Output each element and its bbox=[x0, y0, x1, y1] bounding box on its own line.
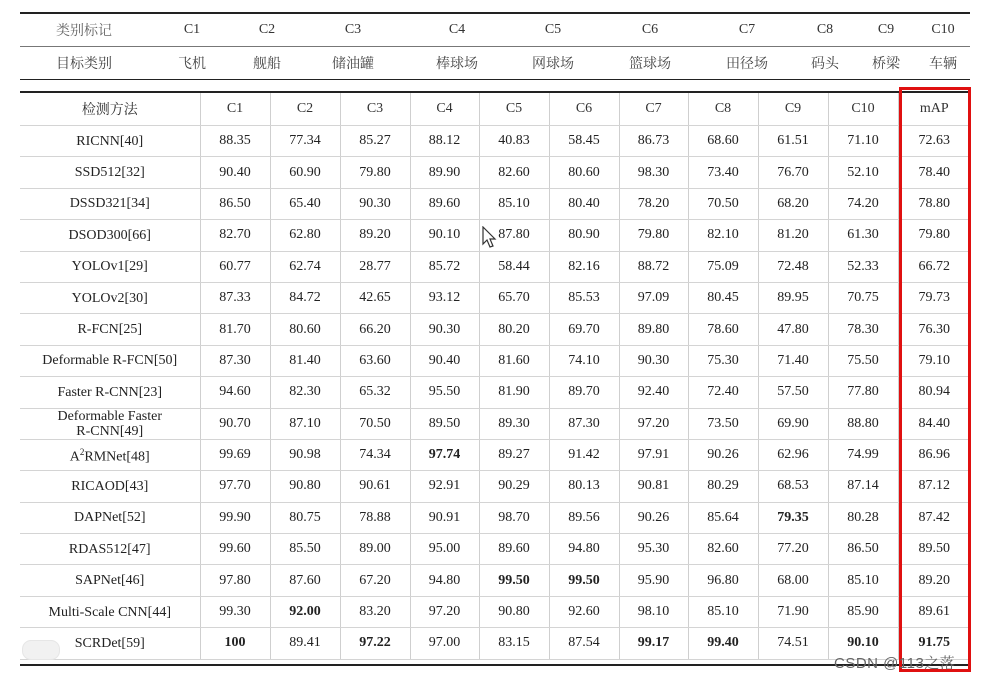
ap-value: 92.60 bbox=[549, 596, 619, 627]
category-code: C10 bbox=[931, 22, 955, 37]
header-c5: C5 bbox=[479, 93, 549, 126]
ap-value: 99.17 bbox=[619, 628, 688, 659]
ap-value: 96.80 bbox=[688, 565, 758, 596]
category-code: C4 bbox=[448, 22, 466, 37]
ap-value: 99.60 bbox=[200, 534, 270, 565]
category-name: 棒球场 bbox=[408, 47, 506, 80]
watermark: CSDN @113之落 bbox=[834, 655, 956, 672]
ap-value: 90.30 bbox=[340, 188, 410, 219]
ap-value: 61.51 bbox=[758, 126, 828, 157]
ap-value: 63.60 bbox=[340, 345, 410, 376]
ap-value: 52.33 bbox=[828, 251, 898, 282]
ap-value: 80.28 bbox=[828, 502, 898, 533]
header-method: 检测方法 bbox=[20, 93, 200, 126]
table-row bbox=[20, 565, 970, 596]
ap-value: 89.41 bbox=[270, 628, 340, 659]
method-name-line: Deformable Faster bbox=[57, 408, 163, 424]
ap-value: 81.90 bbox=[479, 377, 549, 408]
method-name: DSSD321[34] bbox=[20, 188, 200, 219]
ap-value: 97.09 bbox=[619, 282, 688, 313]
ap-value: 89.20 bbox=[340, 220, 410, 251]
ap-value: 73.50 bbox=[688, 408, 758, 439]
ap-value: 94.80 bbox=[549, 534, 619, 565]
header-c6: C6 bbox=[549, 93, 619, 126]
ap-value: 80.60 bbox=[270, 314, 340, 345]
map-value: 86.96 bbox=[898, 439, 970, 470]
method-name-line: R-CNN[49] bbox=[76, 423, 144, 439]
ap-value: 90.81 bbox=[619, 471, 688, 502]
ap-value: 81.60 bbox=[479, 345, 549, 376]
ap-value: 90.40 bbox=[200, 157, 270, 188]
category-code: C1 bbox=[183, 22, 201, 37]
ap-value: 71.90 bbox=[758, 596, 828, 627]
ap-value: 85.10 bbox=[479, 188, 549, 219]
category-code: C9 bbox=[877, 22, 895, 37]
table-row bbox=[20, 282, 970, 313]
ap-value: 92.00 bbox=[270, 596, 340, 627]
method-name: Faster R-CNN[23] bbox=[20, 377, 200, 408]
ap-value: 57.50 bbox=[758, 377, 828, 408]
table-row bbox=[20, 534, 970, 565]
ap-value: 66.20 bbox=[340, 314, 410, 345]
ap-value: 90.26 bbox=[619, 502, 688, 533]
header-c2: C2 bbox=[270, 93, 340, 126]
table-row bbox=[20, 596, 970, 627]
ap-value: 86.50 bbox=[200, 188, 270, 219]
ap-value: 87.14 bbox=[828, 471, 898, 502]
ap-value: 73.40 bbox=[688, 157, 758, 188]
method-name: RDAS512[47] bbox=[20, 534, 200, 565]
ap-value: 90.26 bbox=[688, 439, 758, 470]
ap-value: 86.50 bbox=[828, 534, 898, 565]
ap-value: 88.35 bbox=[200, 126, 270, 157]
ap-value: 95.90 bbox=[619, 565, 688, 596]
table-row bbox=[20, 157, 970, 188]
mouse-pointer-icon bbox=[482, 226, 498, 250]
ap-value: 85.50 bbox=[270, 534, 340, 565]
table-row bbox=[20, 188, 970, 219]
ap-value: 60.90 bbox=[270, 157, 340, 188]
map-value: 79.73 bbox=[898, 282, 970, 313]
map-value: 87.12 bbox=[898, 471, 970, 502]
ap-value: 89.30 bbox=[479, 408, 549, 439]
method-name bbox=[20, 439, 200, 470]
ap-value: 89.70 bbox=[549, 377, 619, 408]
ap-value: 58.44 bbox=[479, 251, 549, 282]
ap-value: 85.27 bbox=[340, 126, 410, 157]
ap-value: 80.75 bbox=[270, 502, 340, 533]
ap-value: 87.30 bbox=[549, 408, 619, 439]
ap-value: 75.09 bbox=[688, 251, 758, 282]
ap-value: 79.80 bbox=[619, 220, 688, 251]
category-code: C3 bbox=[344, 22, 362, 37]
ap-value: 98.10 bbox=[619, 596, 688, 627]
ap-value: 89.56 bbox=[549, 502, 619, 533]
ap-value: 100 bbox=[200, 628, 270, 659]
ap-value: 90.70 bbox=[200, 408, 270, 439]
header-c8: C8 bbox=[688, 93, 758, 126]
category-name: 篮球场 bbox=[600, 47, 700, 80]
ap-value: 89.95 bbox=[758, 282, 828, 313]
ap-value: 67.20 bbox=[340, 565, 410, 596]
ap-value: 89.27 bbox=[479, 439, 549, 470]
ap-value: 85.10 bbox=[688, 596, 758, 627]
ap-value: 68.53 bbox=[758, 471, 828, 502]
ap-value: 89.90 bbox=[410, 157, 479, 188]
method-name-part: RMNet[48] bbox=[84, 449, 150, 465]
method-name: DAPNet[52] bbox=[20, 502, 200, 533]
header-c3: C3 bbox=[340, 93, 410, 126]
ap-value: 98.30 bbox=[619, 157, 688, 188]
ap-value: 68.60 bbox=[688, 126, 758, 157]
ap-value: 99.69 bbox=[200, 439, 270, 470]
ap-value: 70.75 bbox=[828, 282, 898, 313]
map-value: 89.20 bbox=[898, 565, 970, 596]
ap-value: 87.54 bbox=[549, 628, 619, 659]
category-table bbox=[20, 14, 970, 79]
category-name-row bbox=[20, 47, 970, 80]
ap-value: 81.40 bbox=[270, 345, 340, 376]
ap-value: 88.80 bbox=[828, 408, 898, 439]
method-name bbox=[20, 408, 200, 439]
results-bottom-rule bbox=[20, 664, 970, 666]
ap-value: 90.10 bbox=[828, 628, 898, 659]
ap-value: 90.30 bbox=[619, 345, 688, 376]
ap-value: 72.48 bbox=[758, 251, 828, 282]
ap-value: 78.30 bbox=[828, 314, 898, 345]
map-value: 87.42 bbox=[898, 502, 970, 533]
table-row bbox=[20, 345, 970, 376]
method-name: YOLOv2[30] bbox=[20, 282, 200, 313]
ap-value: 95.30 bbox=[619, 534, 688, 565]
method-name: DSOD300[66] bbox=[20, 220, 200, 251]
method-name: RICAOD[43] bbox=[20, 471, 200, 502]
category-name: 飞机 bbox=[148, 47, 236, 80]
category-bottom-rule bbox=[20, 79, 970, 80]
ap-value: 74.99 bbox=[828, 439, 898, 470]
table-row bbox=[20, 377, 970, 408]
category-name: 车辆 bbox=[916, 47, 970, 80]
category-name: 码头 bbox=[794, 47, 856, 80]
ap-value: 89.80 bbox=[619, 314, 688, 345]
ap-value: 47.80 bbox=[758, 314, 828, 345]
category-name: 田径场 bbox=[700, 47, 794, 80]
toggle-switch[interactable] bbox=[22, 640, 60, 660]
map-value: 84.40 bbox=[898, 408, 970, 439]
ap-value: 97.22 bbox=[340, 628, 410, 659]
category-code: C6 bbox=[641, 22, 659, 37]
ap-value: 98.70 bbox=[479, 502, 549, 533]
ap-value: 74.10 bbox=[549, 345, 619, 376]
ap-value: 97.91 bbox=[619, 439, 688, 470]
map-value: 79.80 bbox=[898, 220, 970, 251]
table-row bbox=[20, 502, 970, 533]
ap-value: 89.00 bbox=[340, 534, 410, 565]
ap-value: 87.60 bbox=[270, 565, 340, 596]
header-c4: C4 bbox=[410, 93, 479, 126]
results-body bbox=[20, 126, 970, 660]
category-code-row bbox=[20, 14, 970, 47]
ap-value: 65.70 bbox=[479, 282, 549, 313]
ap-value: 83.15 bbox=[479, 628, 549, 659]
method-name: Multi-Scale CNN[44] bbox=[20, 596, 200, 627]
ap-value: 62.80 bbox=[270, 220, 340, 251]
ap-value: 93.12 bbox=[410, 282, 479, 313]
ap-value: 90.40 bbox=[410, 345, 479, 376]
table-row bbox=[20, 251, 970, 282]
ap-value: 97.70 bbox=[200, 471, 270, 502]
ap-value: 83.20 bbox=[340, 596, 410, 627]
ap-value: 65.40 bbox=[270, 188, 340, 219]
ap-value: 79.35 bbox=[758, 502, 828, 533]
ap-value: 85.10 bbox=[828, 565, 898, 596]
ap-value: 58.45 bbox=[549, 126, 619, 157]
ap-value: 92.91 bbox=[410, 471, 479, 502]
ap-value: 78.20 bbox=[619, 188, 688, 219]
ap-value: 85.90 bbox=[828, 596, 898, 627]
category-name-label: 目标类别 bbox=[20, 47, 148, 80]
ap-value: 84.72 bbox=[270, 282, 340, 313]
ap-value: 80.45 bbox=[688, 282, 758, 313]
ap-value: 68.20 bbox=[758, 188, 828, 219]
map-value: 78.40 bbox=[898, 157, 970, 188]
ap-value: 95.00 bbox=[410, 534, 479, 565]
ap-value: 82.30 bbox=[270, 377, 340, 408]
ap-value: 78.88 bbox=[340, 502, 410, 533]
ap-value: 80.60 bbox=[549, 157, 619, 188]
ap-value: 77.80 bbox=[828, 377, 898, 408]
ap-value: 69.70 bbox=[549, 314, 619, 345]
ap-value: 74.34 bbox=[340, 439, 410, 470]
ap-value: 82.16 bbox=[549, 251, 619, 282]
ap-value: 97.80 bbox=[200, 565, 270, 596]
ap-value: 85.64 bbox=[688, 502, 758, 533]
ap-value: 79.80 bbox=[340, 157, 410, 188]
ap-value: 97.00 bbox=[410, 628, 479, 659]
ap-value: 97.20 bbox=[619, 408, 688, 439]
ap-value: 90.80 bbox=[270, 471, 340, 502]
ap-value: 92.40 bbox=[619, 377, 688, 408]
ap-value: 42.65 bbox=[340, 282, 410, 313]
ap-value: 75.50 bbox=[828, 345, 898, 376]
ap-value: 94.80 bbox=[410, 565, 479, 596]
ap-value: 86.73 bbox=[619, 126, 688, 157]
ap-value: 94.60 bbox=[200, 377, 270, 408]
ap-value: 88.12 bbox=[410, 126, 479, 157]
header-c9: C9 bbox=[758, 93, 828, 126]
category-name: 储油罐 bbox=[298, 47, 408, 80]
ap-value: 80.40 bbox=[549, 188, 619, 219]
ap-value: 97.74 bbox=[410, 439, 479, 470]
ap-value: 61.30 bbox=[828, 220, 898, 251]
ap-value: 90.80 bbox=[479, 596, 549, 627]
ap-value: 76.70 bbox=[758, 157, 828, 188]
ap-value: 97.20 bbox=[410, 596, 479, 627]
map-value: 89.50 bbox=[898, 534, 970, 565]
ap-value: 77.20 bbox=[758, 534, 828, 565]
map-value: 66.72 bbox=[898, 251, 970, 282]
method-name: SSD512[32] bbox=[20, 157, 200, 188]
ap-value: 68.00 bbox=[758, 565, 828, 596]
ap-value: 60.77 bbox=[200, 251, 270, 282]
table-row bbox=[20, 628, 970, 659]
map-value: 80.94 bbox=[898, 377, 970, 408]
ap-value: 80.90 bbox=[549, 220, 619, 251]
ap-value: 74.51 bbox=[758, 628, 828, 659]
ap-value: 91.42 bbox=[549, 439, 619, 470]
ap-value: 62.74 bbox=[270, 251, 340, 282]
ap-value: 85.72 bbox=[410, 251, 479, 282]
ap-value: 90.30 bbox=[410, 314, 479, 345]
ap-value: 77.34 bbox=[270, 126, 340, 157]
table-row bbox=[20, 314, 970, 345]
table-row bbox=[20, 408, 970, 439]
results-table bbox=[20, 93, 970, 660]
results-header-row bbox=[20, 93, 970, 126]
ap-value: 99.50 bbox=[479, 565, 549, 596]
ap-value: 90.10 bbox=[410, 220, 479, 251]
map-value: 89.61 bbox=[898, 596, 970, 627]
ap-value: 40.83 bbox=[479, 126, 549, 157]
ap-value: 62.96 bbox=[758, 439, 828, 470]
method-name-part: A bbox=[69, 449, 80, 465]
method-name: R-FCN[25] bbox=[20, 314, 200, 345]
map-value: 78.80 bbox=[898, 188, 970, 219]
header-map: mAP bbox=[898, 93, 970, 126]
category-name: 舰船 bbox=[236, 47, 298, 80]
ap-value: 78.60 bbox=[688, 314, 758, 345]
table-row bbox=[20, 126, 970, 157]
category-code: C8 bbox=[816, 22, 834, 37]
ap-value: 81.70 bbox=[200, 314, 270, 345]
map-value: 91.75 bbox=[898, 628, 970, 659]
ap-value: 89.60 bbox=[479, 534, 549, 565]
ap-value: 70.50 bbox=[340, 408, 410, 439]
category-name: 网球场 bbox=[506, 47, 600, 80]
ap-value: 99.40 bbox=[688, 628, 758, 659]
map-value: 79.10 bbox=[898, 345, 970, 376]
method-name: RICNN[40] bbox=[20, 126, 200, 157]
ap-value: 90.98 bbox=[270, 439, 340, 470]
category-code: C5 bbox=[544, 22, 562, 37]
ap-value: 74.20 bbox=[828, 188, 898, 219]
ap-value: 87.10 bbox=[270, 408, 340, 439]
ap-value: 87.33 bbox=[200, 282, 270, 313]
table-row bbox=[20, 471, 970, 502]
ap-value: 90.91 bbox=[410, 502, 479, 533]
ap-value: 80.29 bbox=[688, 471, 758, 502]
ap-value: 70.50 bbox=[688, 188, 758, 219]
ap-value: 99.30 bbox=[200, 596, 270, 627]
ap-value: 71.10 bbox=[828, 126, 898, 157]
ap-value: 80.20 bbox=[479, 314, 549, 345]
ap-value: 90.29 bbox=[479, 471, 549, 502]
ap-value: 88.72 bbox=[619, 251, 688, 282]
ap-value: 99.90 bbox=[200, 502, 270, 533]
ap-value: 90.61 bbox=[340, 471, 410, 502]
header-c10: C10 bbox=[828, 93, 898, 126]
ap-value: 72.40 bbox=[688, 377, 758, 408]
category-code: C7 bbox=[738, 22, 756, 37]
header-c7: C7 bbox=[619, 93, 688, 126]
method-name: SAPNet[46] bbox=[20, 565, 200, 596]
category-code: C2 bbox=[258, 22, 276, 37]
ap-value: 82.10 bbox=[688, 220, 758, 251]
map-value: 76.30 bbox=[898, 314, 970, 345]
ap-value: 75.30 bbox=[688, 345, 758, 376]
ap-value: 28.77 bbox=[340, 251, 410, 282]
ap-value: 82.70 bbox=[200, 220, 270, 251]
header-c1: C1 bbox=[200, 93, 270, 126]
ap-value: 99.50 bbox=[549, 565, 619, 596]
method-name: YOLOv1[29] bbox=[20, 251, 200, 282]
ap-value: 82.60 bbox=[688, 534, 758, 565]
category-name: 桥梁 bbox=[856, 47, 916, 80]
ap-value: 85.53 bbox=[549, 282, 619, 313]
ap-value: 71.40 bbox=[758, 345, 828, 376]
table-row bbox=[20, 439, 970, 470]
map-value: 72.63 bbox=[898, 126, 970, 157]
ap-value: 89.50 bbox=[410, 408, 479, 439]
ap-value: 52.10 bbox=[828, 157, 898, 188]
ap-value: 82.60 bbox=[479, 157, 549, 188]
ap-value: 87.30 bbox=[200, 345, 270, 376]
method-name-superscript: 2 bbox=[79, 447, 85, 458]
method-name: Deformable R-FCN[50] bbox=[20, 345, 200, 376]
ap-value: 65.32 bbox=[340, 377, 410, 408]
ap-value: 80.13 bbox=[549, 471, 619, 502]
ap-value: 95.50 bbox=[410, 377, 479, 408]
category-code-label: 类别标记 bbox=[56, 24, 112, 39]
ap-value: 89.60 bbox=[410, 188, 479, 219]
ap-value: 69.90 bbox=[758, 408, 828, 439]
method-name: SCRDet[59] bbox=[20, 628, 200, 659]
ap-value: 81.20 bbox=[758, 220, 828, 251]
ap-value: 87.80 bbox=[479, 220, 549, 251]
